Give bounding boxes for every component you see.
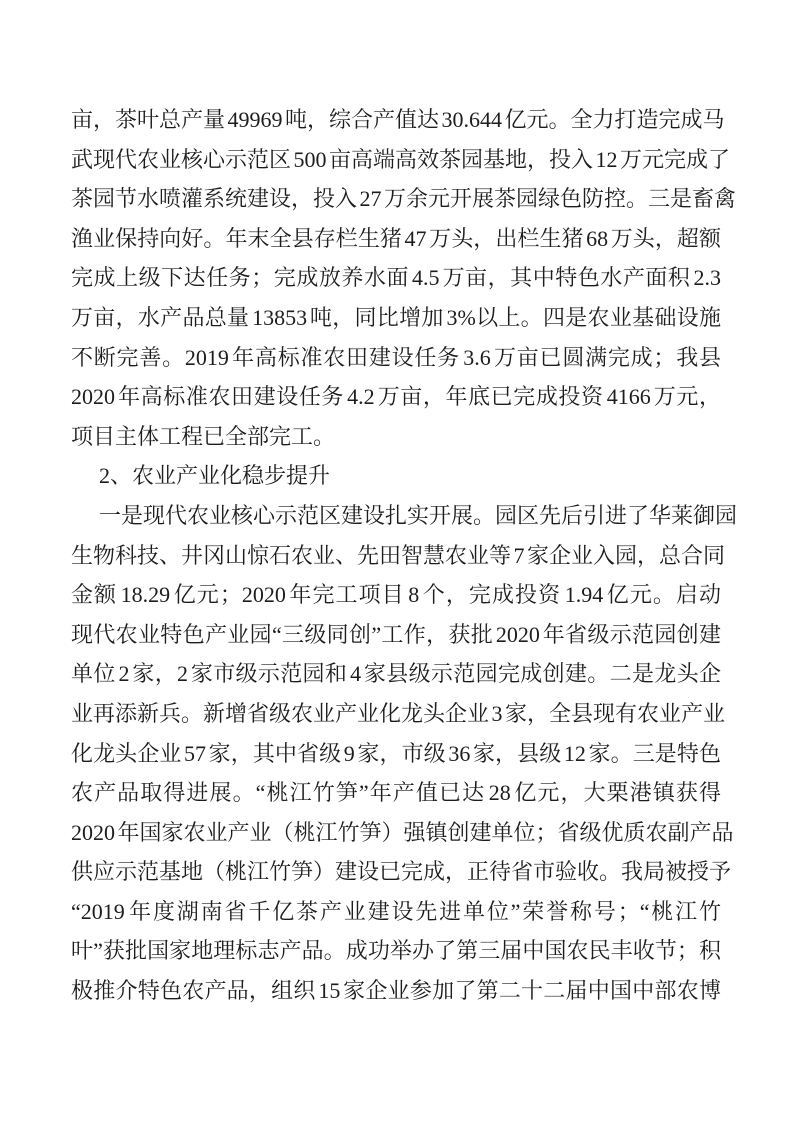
text-line: 项目主体工程已全部完工。 <box>71 423 336 449</box>
text-line: 亩，茶叶总产量 49969 吨，综合产值达 30.644 亿元。全力打造完成马 <box>71 107 725 132</box>
text-line: 单位 2 家，2 家市级示范园和 4 家县级示范园完成创建。二是龙头企 <box>71 661 721 687</box>
text-line: 万亩，水产品总量 13853 吨，同比增加 3%以上。四是农业基础设施 <box>71 304 721 330</box>
text-line: 渔业保持向好。年末全县存栏生猪 47 万头，出栏生猪 68 万头，超额 <box>71 225 721 251</box>
text-line: 农产品取得进展。“桃江竹笋”年产值已达 28 亿元，大栗港镇获得 <box>71 780 722 806</box>
text-line: 业再添新兵。新增省级农业产业化龙头企业 3 家，全县现有农业产业 <box>71 700 726 726</box>
text-line: 完成上级下达任务；完成放养水面 4.5 万亩，其中特色水产面积 2.3 <box>71 265 721 291</box>
text-line: 2020 年高标准农田建设任务 4.2 万亩，年底已完成投资 4166 万元， <box>71 384 721 410</box>
text-line: 生物科技、井冈山惊石农业、先田智慧农业等 7 家企业入园，总合同 <box>71 542 726 568</box>
text-line: “2019 年度湖南省千亿茶产业建设先进单位”荣誉称号；“桃江竹 <box>71 898 721 924</box>
text-line: 一是现代农业核心示范区建设扎实开展。园区先后引进了华莱御园 <box>99 502 738 528</box>
text-line: 不断完善。2019 年高标准农田建设任务 3.6 万亩已圆满完成；我县 <box>71 344 721 370</box>
page-text-block <box>71 100 738 1011</box>
text-line: 供应示范基地（桃江竹笋）建设已完成，正待省市验收。我局被授予 <box>71 859 732 885</box>
text-line: 金额 18.29 亿元；2020 年完工项目 8 个，完成投资 1.94 亿元。启动 <box>71 582 721 608</box>
text-line: 武现代农业核心示范区 500 亩高端高效茶园基地，投入 12 万元完成了 <box>71 146 731 172</box>
text-line: 极推介特色农产品，组织 15 家企业参加了第二十二届中国中部农博 <box>71 978 721 1004</box>
text-line: 2020 年国家农业产业（桃江竹笋）强镇创建单位；省级优质农副产品 <box>71 819 734 845</box>
text-line: 茶园节水喷灌系统建设，投入 27 万余元开展茶园绿色防控。三是畜禽 <box>71 186 737 212</box>
text-line: 叶”获批国家地理标志产品。成功举办了第三届中国农民丰收节；积 <box>71 938 721 964</box>
text-line: 现代农业特色产业园“三级同创”工作，获批 2020 年省级示范园创建 <box>71 621 721 647</box>
text-line: 化龙头企业 57 家，其中省级 9 家，市级 36 家，县级 12 家。三是特色 <box>71 740 721 766</box>
section-heading: 2、农业产业化稳步提升 <box>99 463 331 489</box>
